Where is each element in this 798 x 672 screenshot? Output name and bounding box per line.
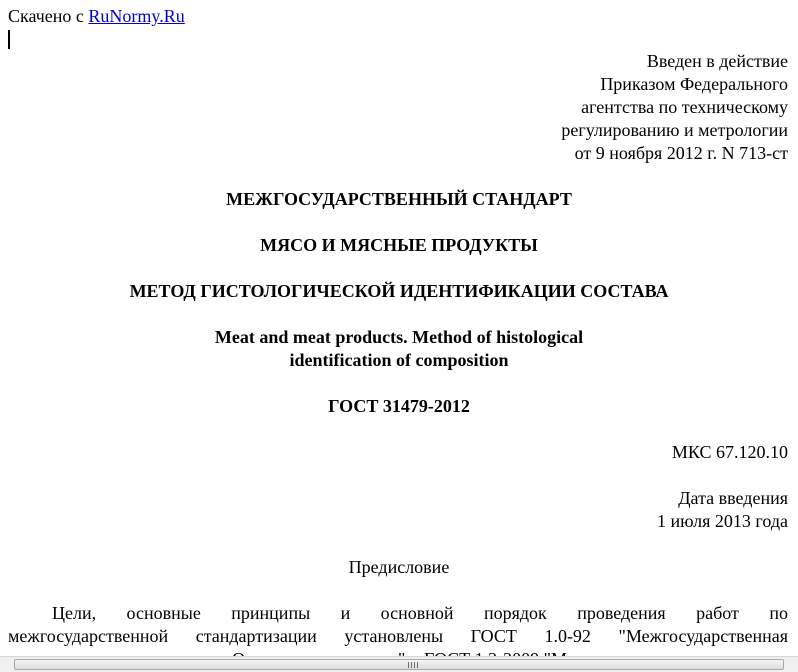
text-cursor	[8, 30, 10, 49]
scrollbar-thumb[interactable]	[14, 659, 784, 670]
title-heading-1: МЯСО И МЯСНЫЕ ПРОДУКТЫ	[260, 235, 538, 255]
enactment-line: Введен в действие	[646, 51, 788, 71]
mks-code: МКС 67.120.10	[671, 442, 788, 462]
horizontal-scrollbar[interactable]	[0, 656, 798, 672]
english-title-line-1: Meat and meat products. Method of histological	[214, 327, 584, 347]
enactment-line: регулированию и метрологии	[561, 120, 788, 140]
enactment-block	[561, 50, 788, 165]
enactment-line: агентства по техническому	[581, 97, 788, 117]
source-link[interactable]: RuNormy.Ru	[88, 6, 185, 26]
english-title-line-2: identification of composition	[289, 350, 509, 370]
preface-line: межгосударственной стандартизации установлены ГОСТ 1.0-92 "Межгосударственная	[8, 626, 788, 646]
standard-type-heading: МЕЖГОСУДАРСТВЕННЫЙ СТАНДАРТ	[226, 189, 572, 209]
source-line	[8, 5, 185, 27]
date-value: 1 июля 2013 года	[657, 511, 788, 531]
preface-heading: Предисловие	[348, 557, 450, 577]
enactment-line: от 9 ноября 2012 г. N 713-ст	[574, 143, 788, 163]
grip-icon	[408, 662, 418, 668]
preface-line: Цели, основные принципы и основной порядок проведения работ по	[52, 603, 788, 623]
source-prefix: Скачено с	[8, 6, 89, 26]
title-heading-2: МЕТОД ГИСТОЛОГИЧЕСКОЙ ИДЕНТИФИКАЦИИ СОСТАВА	[129, 281, 669, 301]
gost-number: ГОСТ 31479-2012	[328, 396, 470, 416]
enactment-line: Приказом Федерального	[600, 74, 788, 94]
date-label: Дата введения	[678, 488, 788, 508]
